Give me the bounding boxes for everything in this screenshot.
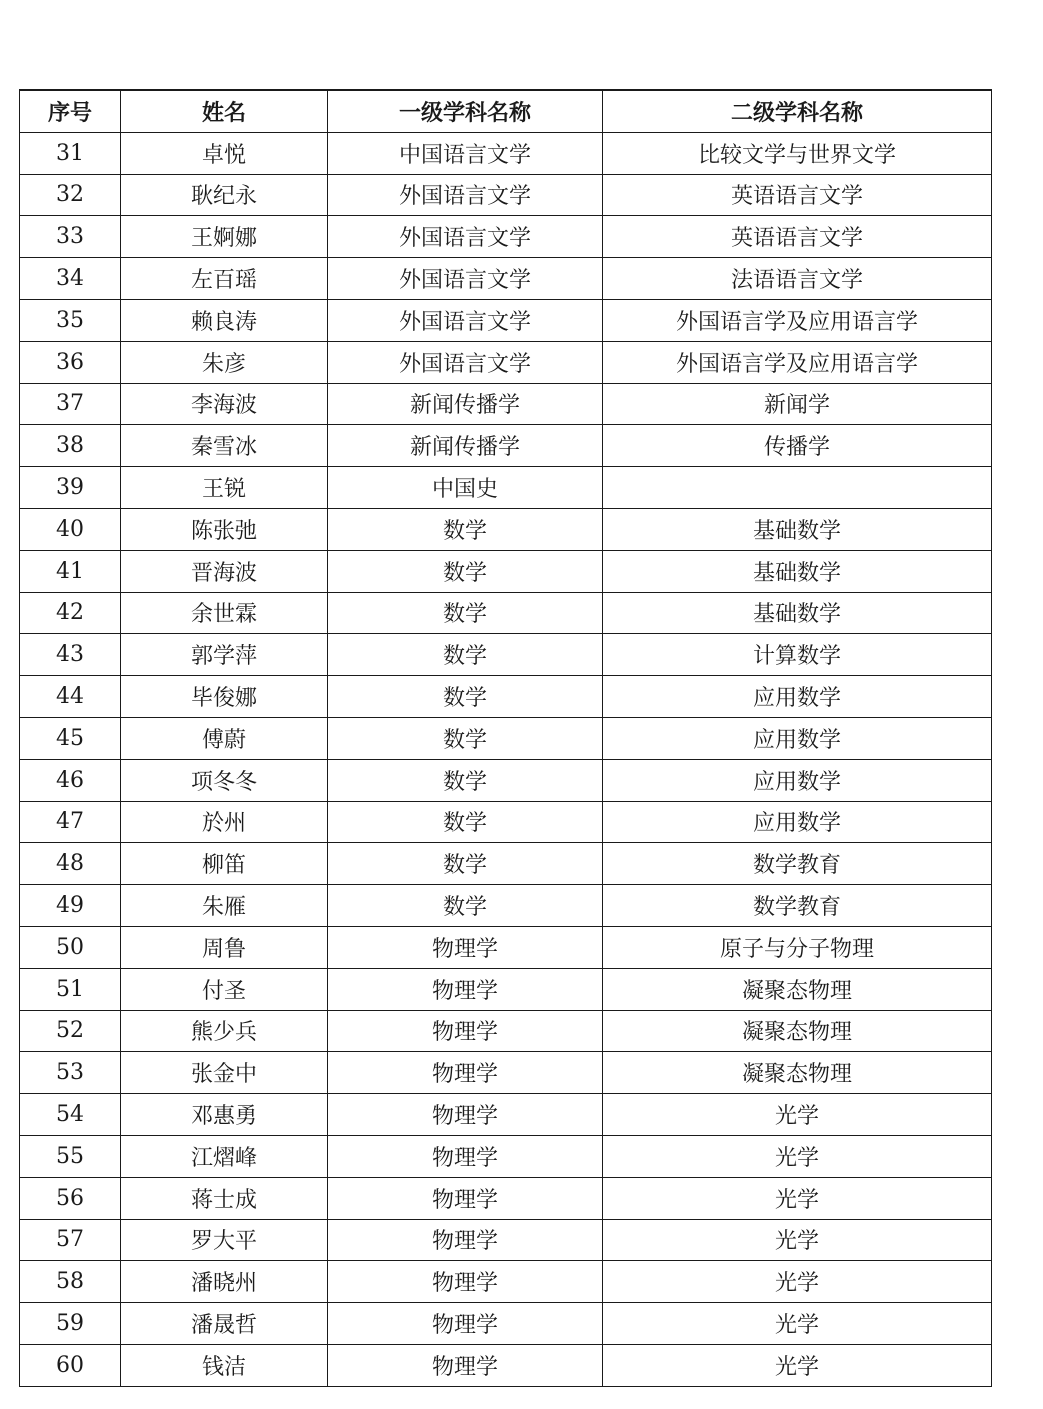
table-row (20, 1261, 992, 1303)
cell-index: 36 (20, 341, 121, 383)
table-row (20, 676, 992, 718)
cell-secondary-discipline: 基础数学 (603, 592, 992, 634)
cell-secondary-discipline: 基础数学 (603, 508, 992, 550)
cell-index: 35 (20, 299, 121, 341)
cell-primary-discipline: 新闻传播学 (328, 383, 603, 425)
cell-name: 李海波 (121, 383, 328, 425)
cell-index: 38 (20, 425, 121, 467)
table-row (20, 634, 992, 676)
cell-index: 44 (20, 676, 121, 718)
header-row (20, 90, 992, 132)
cell-primary-discipline: 物理学 (328, 1135, 603, 1177)
cell-secondary-discipline: 传播学 (603, 425, 992, 467)
table-row (20, 383, 992, 425)
cell-index: 43 (20, 634, 121, 676)
cell-name: 潘晓州 (121, 1261, 328, 1303)
cell-secondary-discipline: 光学 (603, 1303, 992, 1345)
cell-name: 毕俊娜 (121, 676, 328, 718)
table-row (20, 132, 992, 174)
cell-name: 余世霖 (121, 592, 328, 634)
cell-primary-discipline: 数学 (328, 717, 603, 759)
table-row (20, 1344, 992, 1386)
cell-index: 59 (20, 1303, 121, 1345)
cell-index: 55 (20, 1135, 121, 1177)
cell-primary-discipline: 外国语言文学 (328, 174, 603, 216)
cell-primary-discipline: 物理学 (328, 1344, 603, 1386)
cell-index: 51 (20, 968, 121, 1010)
table-row (20, 1135, 992, 1177)
cell-name: 陈张弛 (121, 508, 328, 550)
table-row (20, 926, 992, 968)
cell-secondary-discipline: 光学 (603, 1177, 992, 1219)
table-row (20, 508, 992, 550)
cell-secondary-discipline: 外国语言学及应用语言学 (603, 341, 992, 383)
cell-primary-discipline: 物理学 (328, 926, 603, 968)
cell-name: 朱彦 (121, 341, 328, 383)
table-row (20, 759, 992, 801)
cell-name: 郭学萍 (121, 634, 328, 676)
cell-index: 56 (20, 1177, 121, 1219)
cell-primary-discipline: 中国史 (328, 467, 603, 509)
cell-secondary-discipline: 数学教育 (603, 885, 992, 927)
cell-primary-discipline: 中国语言文学 (328, 132, 603, 174)
table-row (20, 1303, 992, 1345)
cell-secondary-discipline: 计算数学 (603, 634, 992, 676)
cell-secondary-discipline: 外国语言学及应用语言学 (603, 299, 992, 341)
table-row (20, 216, 992, 258)
cell-secondary-discipline: 应用数学 (603, 759, 992, 801)
header-secondary-discipline: 二级学科名称 (603, 90, 992, 132)
cell-secondary-discipline: 光学 (603, 1135, 992, 1177)
cell-name: 柳笛 (121, 843, 328, 885)
cell-name: 周鲁 (121, 926, 328, 968)
table-row (20, 592, 992, 634)
table-row (20, 425, 992, 467)
cell-primary-discipline: 新闻传播学 (328, 425, 603, 467)
cell-primary-discipline: 数学 (328, 843, 603, 885)
cell-name: 张金中 (121, 1052, 328, 1094)
cell-index: 52 (20, 1010, 121, 1052)
cell-name: 左百瑶 (121, 258, 328, 300)
cell-index: 31 (20, 132, 121, 174)
cell-index: 53 (20, 1052, 121, 1094)
cell-index: 48 (20, 843, 121, 885)
cell-primary-discipline: 物理学 (328, 1052, 603, 1094)
cell-primary-discipline: 数学 (328, 801, 603, 843)
cell-primary-discipline: 数学 (328, 508, 603, 550)
header-primary-discipline: 一级学科名称 (328, 90, 603, 132)
subject-table (19, 89, 992, 1387)
cell-name: 熊少兵 (121, 1010, 328, 1052)
cell-primary-discipline: 数学 (328, 759, 603, 801)
cell-secondary-discipline: 基础数学 (603, 550, 992, 592)
cell-primary-discipline: 外国语言文学 (328, 258, 603, 300)
cell-name: 秦雪冰 (121, 425, 328, 467)
cell-primary-discipline: 数学 (328, 676, 603, 718)
cell-name: 钱洁 (121, 1344, 328, 1386)
cell-primary-discipline: 数学 (328, 550, 603, 592)
cell-index: 60 (20, 1344, 121, 1386)
cell-name: 项冬冬 (121, 759, 328, 801)
cell-primary-discipline: 物理学 (328, 1303, 603, 1345)
cell-secondary-discipline: 法语语言文学 (603, 258, 992, 300)
cell-primary-discipline: 物理学 (328, 1261, 603, 1303)
cell-primary-discipline: 外国语言文学 (328, 216, 603, 258)
cell-primary-discipline: 数学 (328, 885, 603, 927)
cell-secondary-discipline: 比较文学与世界文学 (603, 132, 992, 174)
table-row (20, 550, 992, 592)
cell-secondary-discipline: 英语语言文学 (603, 216, 992, 258)
table-body (20, 132, 992, 1386)
table-row (20, 968, 992, 1010)
table-row (20, 467, 992, 509)
cell-primary-discipline: 数学 (328, 634, 603, 676)
cell-primary-discipline: 数学 (328, 592, 603, 634)
cell-primary-discipline: 物理学 (328, 1219, 603, 1261)
cell-primary-discipline: 外国语言文学 (328, 299, 603, 341)
cell-name: 赖良涛 (121, 299, 328, 341)
header-name: 姓名 (121, 90, 328, 132)
cell-primary-discipline: 外国语言文学 (328, 341, 603, 383)
cell-name: 於州 (121, 801, 328, 843)
cell-secondary-discipline: 光学 (603, 1261, 992, 1303)
cell-primary-discipline: 物理学 (328, 968, 603, 1010)
cell-index: 41 (20, 550, 121, 592)
cell-index: 39 (20, 467, 121, 509)
cell-secondary-discipline: 凝聚态物理 (603, 1010, 992, 1052)
cell-secondary-discipline: 应用数学 (603, 801, 992, 843)
cell-index: 40 (20, 508, 121, 550)
cell-name: 晋海波 (121, 550, 328, 592)
cell-secondary-discipline: 凝聚态物理 (603, 1052, 992, 1094)
table-row (20, 885, 992, 927)
cell-index: 57 (20, 1219, 121, 1261)
cell-primary-discipline: 物理学 (328, 1094, 603, 1136)
cell-index: 50 (20, 926, 121, 968)
cell-name: 傅蔚 (121, 717, 328, 759)
table-row (20, 174, 992, 216)
cell-name: 蒋士成 (121, 1177, 328, 1219)
header-index: 序号 (20, 90, 121, 132)
cell-secondary-discipline: 光学 (603, 1344, 992, 1386)
cell-secondary-discipline: 英语语言文学 (603, 174, 992, 216)
cell-index: 33 (20, 216, 121, 258)
cell-name: 潘晟哲 (121, 1303, 328, 1345)
cell-index: 58 (20, 1261, 121, 1303)
cell-secondary-discipline: 数学教育 (603, 843, 992, 885)
cell-primary-discipline: 物理学 (328, 1010, 603, 1052)
cell-secondary-discipline: 应用数学 (603, 717, 992, 759)
cell-index: 42 (20, 592, 121, 634)
table-row (20, 1010, 992, 1052)
cell-secondary-discipline: 新闻学 (603, 383, 992, 425)
cell-name: 江熠峰 (121, 1135, 328, 1177)
cell-secondary-discipline: 应用数学 (603, 676, 992, 718)
cell-index: 34 (20, 258, 121, 300)
table-row (20, 1177, 992, 1219)
cell-index: 37 (20, 383, 121, 425)
cell-name: 卓悦 (121, 132, 328, 174)
table-row (20, 1052, 992, 1094)
table-row (20, 1219, 992, 1261)
table-row (20, 717, 992, 759)
table-row (20, 801, 992, 843)
cell-secondary-discipline: 原子与分子物理 (603, 926, 992, 968)
cell-name: 付圣 (121, 968, 328, 1010)
cell-name: 朱雁 (121, 885, 328, 927)
cell-index: 45 (20, 717, 121, 759)
table-row (20, 258, 992, 300)
cell-secondary-discipline: 光学 (603, 1219, 992, 1261)
cell-name: 王婀娜 (121, 216, 328, 258)
cell-index: 46 (20, 759, 121, 801)
table-row (20, 299, 992, 341)
cell-name: 王锐 (121, 467, 328, 509)
table-row (20, 843, 992, 885)
cell-index: 54 (20, 1094, 121, 1136)
cell-name: 邓惠勇 (121, 1094, 328, 1136)
cell-name: 耿纪永 (121, 174, 328, 216)
cell-primary-discipline: 物理学 (328, 1177, 603, 1219)
cell-secondary-discipline: 凝聚态物理 (603, 968, 992, 1010)
cell-index: 47 (20, 801, 121, 843)
cell-index: 49 (20, 885, 121, 927)
cell-index: 32 (20, 174, 121, 216)
cell-secondary-discipline: 光学 (603, 1094, 992, 1136)
table-row (20, 341, 992, 383)
cell-secondary-discipline (603, 467, 992, 509)
table-row (20, 1094, 992, 1136)
cell-name: 罗大平 (121, 1219, 328, 1261)
